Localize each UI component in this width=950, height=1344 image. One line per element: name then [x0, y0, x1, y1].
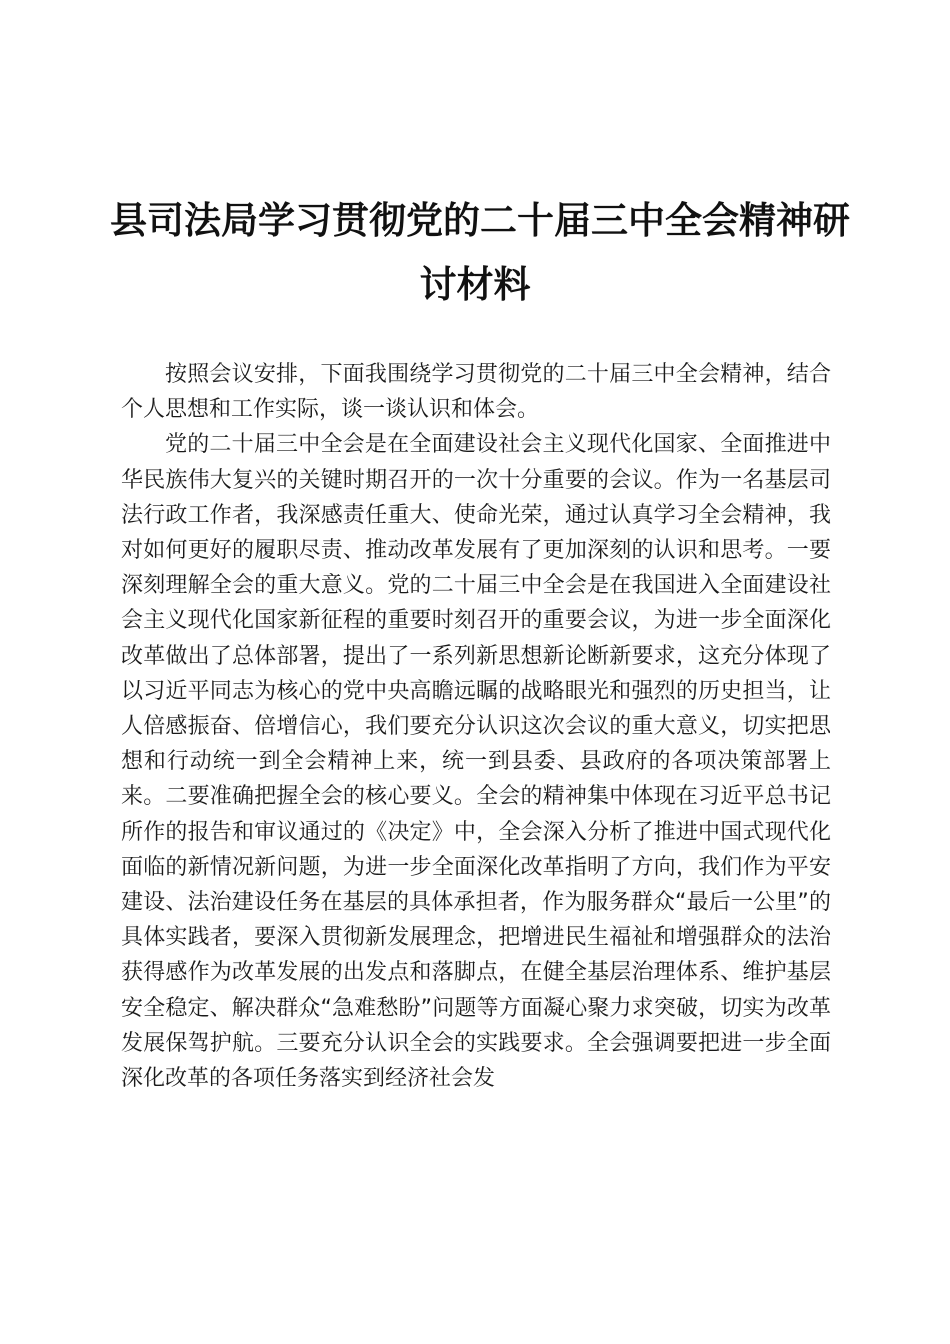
document-body	[121, 357, 831, 1096]
paragraph-2: 党的二十届三中全会是在全面建设社会主义现代化国家、全面推进中华民族伟大复兴的关键时期召开的一次十分重要的会议。作为一名基层司法行政工作者，我深感责任重大、使命光荣，通过认真学习全会精神，我对如何更好的履职尽责、推动改革发展有了更加深刻的认识和思考。一要深刻理解全会的重大意义。党的二十届三中全会是在我国进入全面建设社会主义现代化国家新征程的重要时刻召开的重要会议，为进一步全面深化改革做出了总体部署，提出了一系列新思想新论断新要求，这充分体现了以习近平同志为核心的党中央高瞻远瞩的战略眼光和强烈的历史担当，让人倍感振奋、倍增信心，我们要充分认识这次会议的重大意义，切实把思想和行动统一到全会精神上来，统一到县委、县政府的各项决策部署上来。二要准确把握全会的核心要义。全会的精神集中体现在习近平总书记所作的报告和审议通过的《决定》中，全会深入分析了推进中国式现代化面临的新情况新问题，为进一步全面深化改革指明了方向，我们作为平安建设、法治建设任务在基层的具体承担者，作为服务群众“最后一公里”的具体实践者，要深入贯彻新发展理念，把增进民生福祉和增强群众的法治获得感作为改革发展的出发点和落脚点，在健全基层治理体系、维护基层安全稳定、解决群众“急难愁盼”问题等方面凝心聚力求突破，切实为改革发展保驾护航。三要充分认识全会的实践要求。全会强调要把进一步全面深化改革的各项任务落实到经济社会发	[121, 432, 831, 1092]
document-title	[110, 188, 850, 316]
title-line-2: 讨材料	[419, 262, 531, 306]
paragraph-1: 按照会议安排，下面我围绕学习贯彻党的二十届三中全会精神，结合个人思想和工作实际，谈一谈认识和体会。	[121, 362, 831, 423]
title-line-1: 县司法局学习贯彻党的二十届三中全会精神研	[110, 198, 850, 242]
